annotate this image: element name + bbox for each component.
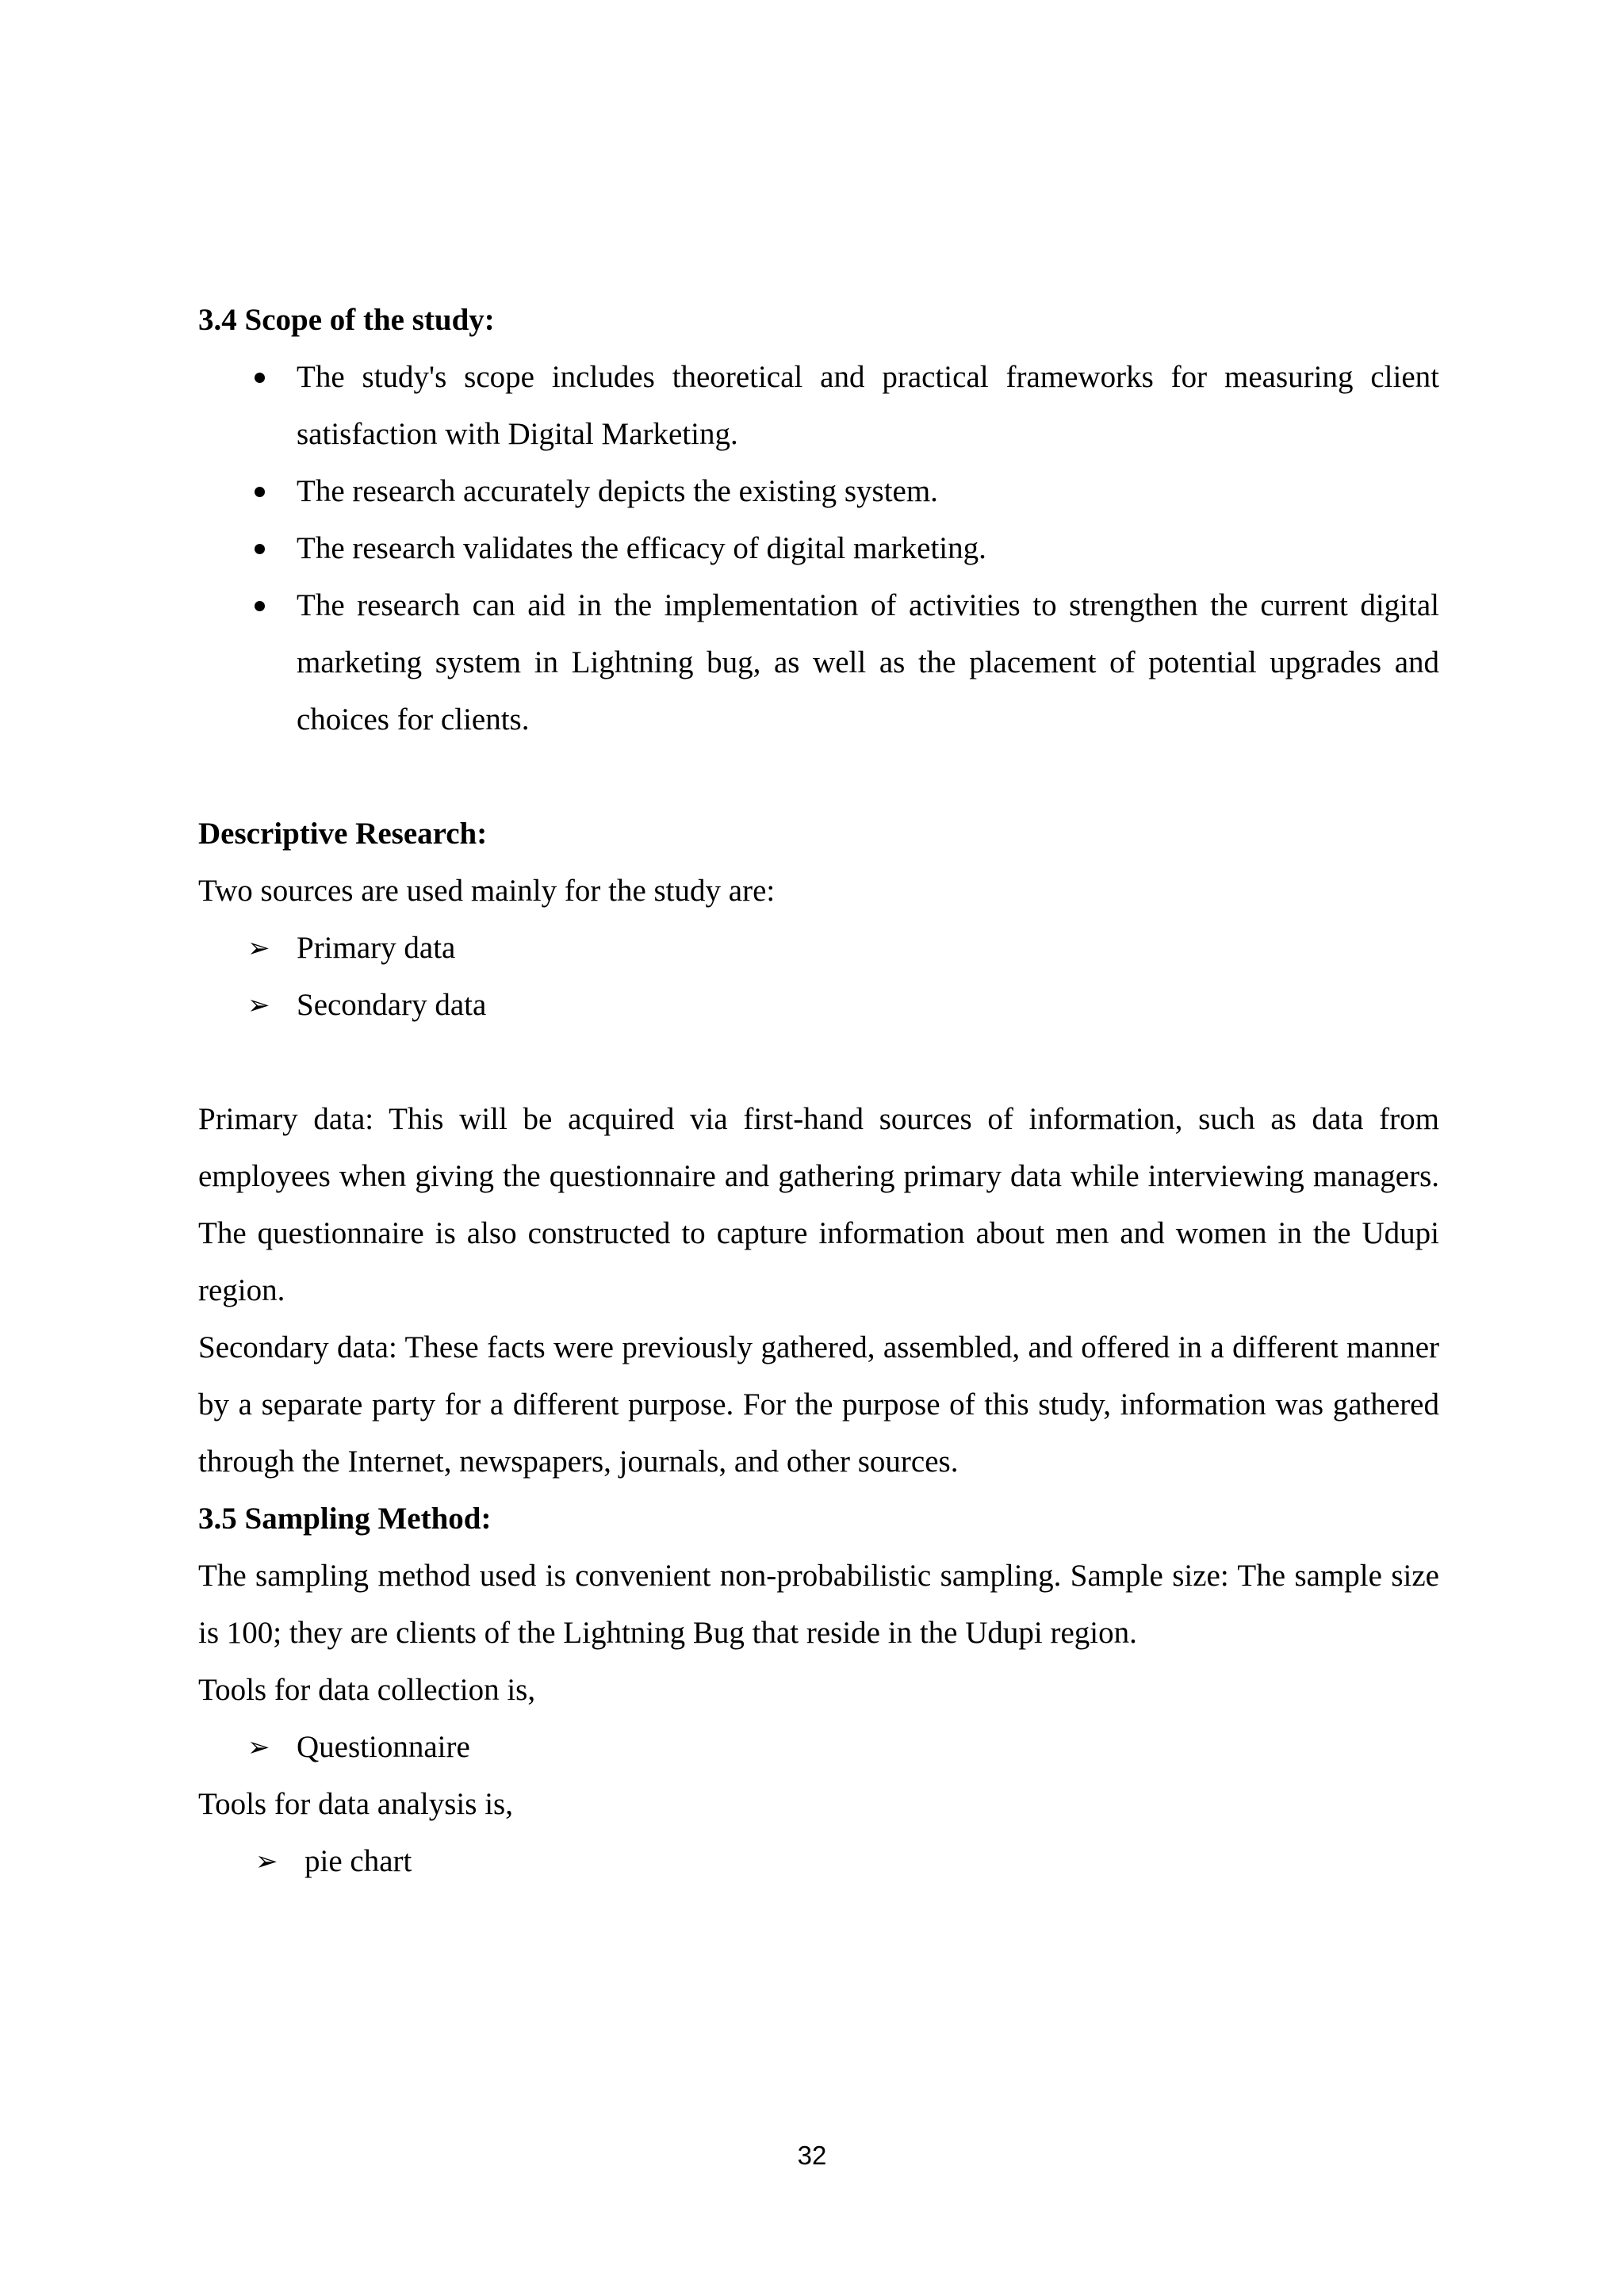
spacer (198, 1034, 1439, 1091)
bullet-icon (247, 577, 271, 634)
list-item-text: The research validates the efficacy of digital marketing. (297, 531, 986, 565)
list-item (198, 977, 1439, 1034)
list-item (198, 520, 1439, 577)
secondary-data-paragraph: Secondary data: These facts were previously gathered, assembled, and offered in a different manner by a separate party for a different purpose. For the purpose of this study, information was gathered through the Internet, newspapers, journals, and other sources. (198, 1330, 1439, 1479)
spacer (198, 748, 1439, 806)
list-item (198, 463, 1439, 520)
bullet-icon (247, 520, 271, 577)
sources-list (198, 920, 1439, 1034)
primary-data-paragraph: Primary data: This will be acquired via first-hand sources of information, such as data from employees when giving the questionnaire and gathering primary data while interviewing managers. The questionnaire is also constructed to capture information about men and women in the Udupi region. (198, 1102, 1439, 1307)
scope-heading: 3.4 Scope of the study: (198, 303, 495, 337)
collection-tools-list (198, 1719, 1439, 1776)
descriptive-heading: Descriptive Research: (198, 817, 488, 851)
arrow-bullet-icon: ➢ (247, 932, 270, 964)
list-item-text: The research can aid in the implementation of activities to strengthen the current digital marketing system in Lightning bug, as well as the placement of potential upgrades and choices for clients. (297, 588, 1439, 737)
list-item-text: Primary data (297, 931, 456, 965)
list-item-text: Questionnaire (297, 1730, 470, 1764)
page-number: 32 (797, 2141, 827, 2170)
list-item-text: pie chart (304, 1844, 412, 1878)
bullet-icon (247, 463, 271, 520)
sampling-heading: 3.5 Sampling Method: (198, 1502, 492, 1536)
analysis-tools-list (198, 1833, 1439, 1890)
page-content (198, 292, 1439, 1890)
list-item (198, 577, 1439, 748)
arrow-bullet-icon: ➢ (247, 1732, 270, 1763)
collection-label: Tools for data collection is, (198, 1673, 536, 1707)
list-item-text: The study's scope includes theoretical and practical frameworks for measuring client satisfaction with Digital Marketing. (297, 360, 1439, 451)
list-item (198, 920, 1439, 977)
list-item (198, 1719, 1439, 1776)
descriptive-intro: Two sources are used mainly for the study are: (198, 874, 776, 908)
list-item (198, 1833, 1439, 1890)
arrow-bullet-icon: ➢ (247, 989, 270, 1021)
bullet-icon (247, 349, 271, 406)
list-item (198, 349, 1439, 463)
list-item-text: Secondary data (297, 988, 487, 1022)
list-item-text: The research accurately depicts the existing system. (297, 474, 938, 508)
sampling-paragraph: The sampling method used is convenient non-probabilistic sampling. Sample size: The sample size is 100; they are clients of the Lightning Bug that reside in the Udupi region. (198, 1559, 1439, 1650)
scope-bullet-list (198, 349, 1439, 748)
analysis-label: Tools for data analysis is, (198, 1787, 513, 1821)
arrow-bullet-icon: ➢ (255, 1846, 278, 1877)
